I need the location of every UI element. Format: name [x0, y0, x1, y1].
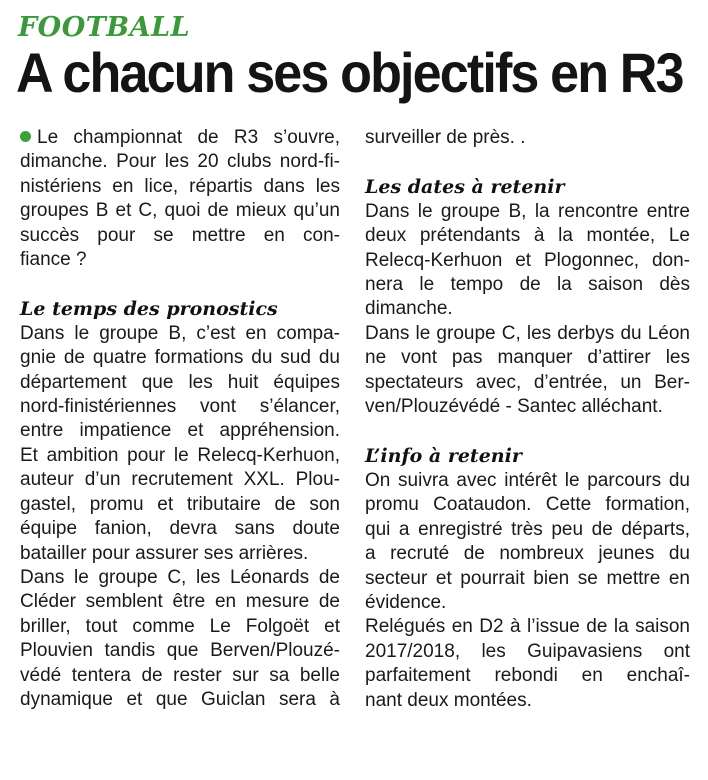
text-line: dynamique et que Guiclan sera à: [20, 688, 340, 710]
text-line: dimanche. Pour les 20 clubs nord-fi-: [20, 151, 340, 173]
text-line: batailler pour assurer ses arrières.: [20, 542, 309, 564]
section-kicker: FOOTBALL: [18, 12, 191, 43]
text-line: Relecq-Kerhuon et Plogonnec, don-: [365, 249, 690, 271]
text-line: a recruté de nombreux jeunes du: [365, 543, 690, 565]
paragraph-groupe-b: [20, 322, 340, 566]
paragraph-guipavas: [365, 615, 690, 713]
text-line: groupes B et C, quoi de mieux qu’un: [20, 200, 340, 222]
text-line: Dans le groupe C, les Léonards de: [20, 566, 340, 588]
text-line: Plouvien tandis que Berven/Plouzé-: [20, 640, 340, 662]
text-line: Le championnat de R3 s’ouvre,: [20, 126, 340, 150]
text-line: ven/Plouzévédé - Santec alléchant.: [365, 396, 663, 418]
text-line: département que les huit équipes: [20, 371, 340, 393]
text-line: ne vont pas manquer d’attirer les: [365, 347, 690, 369]
text-line: surveiller de près. .: [365, 127, 526, 148]
paragraph-dates-b: [365, 200, 690, 322]
subhead-dates: Les dates à retenir: [365, 176, 565, 199]
text-line: entre impatience et appréhension.: [20, 420, 340, 442]
text-line: succès pour se mettre en con-: [20, 224, 340, 246]
text-line: fiance ?: [20, 249, 87, 271]
paragraph-coataudon: [365, 469, 690, 615]
text-line: équipe fanion, devra sans doute: [20, 518, 340, 540]
text-line: védé tentera de rester sur sa belle: [20, 664, 340, 686]
subhead-pronostics: Le temps des pronostics: [20, 298, 278, 321]
text-line: dimanche.: [365, 298, 453, 320]
text-line: 2017/2018, les Guipavasiens ont: [365, 640, 690, 662]
text-line: Dans le groupe B, la rencontre entre: [365, 200, 690, 222]
text-line: qui a enregistré très peu de départs,: [365, 518, 690, 540]
text-line: gastel, promu et tributaire de son: [20, 493, 340, 515]
intro-paragraph: [20, 126, 340, 272]
paragraph-groupe-c: [20, 566, 340, 712]
article-headline: A chacun ses objectifs en R3: [16, 41, 683, 104]
text-line: évidence.: [365, 591, 447, 613]
text-line: Dans le groupe B, c’est en compa-: [20, 322, 340, 344]
text-line: nera le tempo de la saison dès: [365, 274, 690, 296]
text-line: nant deux montées.: [365, 689, 532, 711]
text-line: deux prétendants à la montée, Le: [365, 225, 690, 247]
left-column: [20, 126, 340, 712]
right-column: [365, 126, 690, 713]
paragraph-dates-c: [365, 322, 690, 420]
text-line: Cléder semblent être en mesure de: [20, 591, 340, 613]
text-line: Dans le groupe C, les derbys du Léon: [365, 322, 690, 344]
text-line: parfaitement rebondi en enchaî-: [365, 665, 690, 687]
text-line: nistériens en lice, répartis dans les: [20, 175, 340, 197]
text-line: briller, tout comme Le Folgoët et: [20, 615, 340, 637]
text-line: Et ambition pour le Relecq-Kerhuon,: [20, 444, 340, 466]
text-line: On suivra avec intérêt le parcours du: [365, 469, 690, 491]
text-line: nord-finistériennes vont s’élancer,: [20, 396, 340, 418]
text-line: auteur d’un recrutement XXL. Plou-: [20, 469, 340, 491]
subhead-info: L’info à retenir: [365, 445, 522, 468]
text-line: spectateurs avec, d’entrée, un Ber-: [365, 371, 690, 393]
text-line: gnie de quatre formations du sud du: [20, 347, 340, 369]
text-line: promu Coataudon. Cette formation,: [365, 494, 690, 516]
text-line: secteur et pourrait bien se mettre en: [365, 567, 690, 589]
text-line: Relégués en D2 à l’issue de la saison: [365, 616, 690, 638]
continuation-paragraph: [365, 126, 690, 150]
bullet-icon: [20, 131, 31, 142]
